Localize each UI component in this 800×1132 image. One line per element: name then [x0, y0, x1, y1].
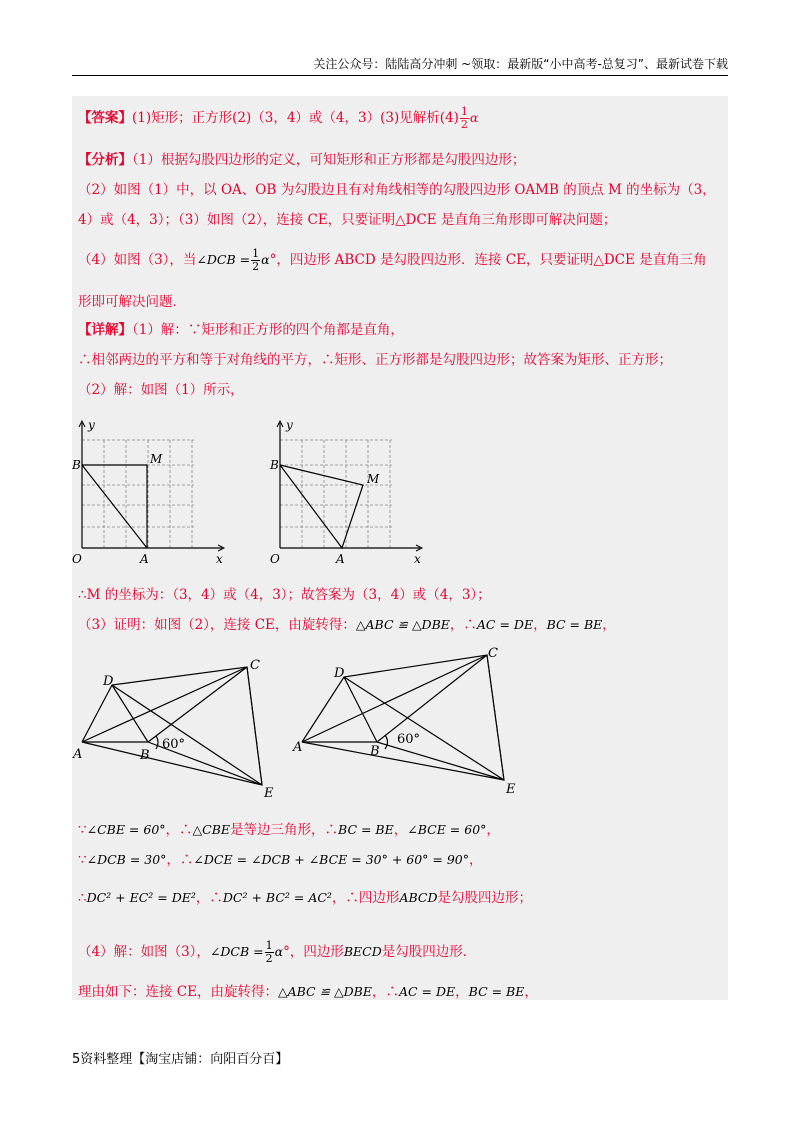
x-axis-label: x	[216, 552, 223, 566]
answer-line: 【答案】(1)矩形；正方形(2)（3，4）或（4，3）(3)见解析(4) $\frac{1}{2}$ α	[78, 105, 479, 131]
point-m-label: M	[150, 452, 163, 466]
analysis-line-1: 【分析】（1）根据勾股四边形的定义，可知矩形和正方形都是勾股四边形；	[78, 152, 526, 168]
origin-label: O	[270, 552, 280, 566]
step-3-line: ∴DC² + EC² = DE²，∴DC² + BC² = AC²，∴四边形ABCD是勾股四边形；	[78, 890, 532, 906]
point-a-label: A	[73, 747, 83, 762]
y-axis-label: y	[286, 418, 293, 432]
analysis-line-4: （4）如图（3），当∠DCB = $\frac{1}{2}$ α°，四边形 ABCD 是勾股四边形．连接 CE，只要证明△DCE 是直角三角	[78, 247, 707, 273]
x-axis-label: x	[414, 552, 421, 566]
figure-2-triangles	[72, 645, 532, 805]
point-m-label: M	[367, 472, 380, 486]
y-axis-label: y	[88, 418, 95, 432]
detail-line-2: ∴相邻两边的平方和等于对角线的平方，∴矩形、正方形都是勾股四边形；故答案为矩形、正方形；	[78, 352, 672, 368]
proof-3-intro: （3）证明：如图（2），连接 CE，由旋转得：△ABC ≌ △DBE，∴AC = DE，BC = BE，	[78, 617, 616, 633]
step-2-line: ∵∠DCB = 30°，∴∠DCE = ∠DCB + ∠BCE = 30° + 60° = 90°，	[78, 852, 483, 868]
step-1-line: ∵∠CBE = 60°，∴△CBE是等边三角形，∴BC = BE，∠BCE = 60°，	[78, 822, 500, 838]
point-a-label: A	[140, 552, 149, 566]
point-b-label: B	[370, 744, 380, 759]
analysis-line-2: （2）如图（1）中，以 OA、OB 为勾股边且有对角线相等的勾股四边形 OAMB 的顶点 M 的坐标为（3，	[78, 182, 716, 198]
part-4-line: （4）解：如图（3），∠DCB = $\frac{1}{2}$ α°，四边形BECD是勾股四边形．	[78, 939, 477, 965]
point-a-label: A	[293, 740, 303, 755]
angle-label: 60°	[162, 737, 186, 752]
point-d-label: D	[334, 666, 345, 681]
m-coordinate-line: ∴M 的坐标为：（3，4）或（4，3）；故答案为（3，4）或（4，3）；	[78, 587, 491, 603]
angle-label: 60°	[397, 732, 421, 747]
figure-1-grids	[72, 415, 432, 575]
analysis-line-3: 4）或（4，3）；（3）如图（2），连接 CE，只要证明△DCE 是直角三角形即可解决问题；	[78, 212, 617, 228]
point-c-label: C	[488, 646, 498, 661]
analysis-line-5: 形即可解决问题．	[78, 294, 186, 310]
triangle-figure-b	[292, 646, 516, 797]
point-e-label: E	[264, 786, 274, 801]
grid-figure-b	[269, 418, 422, 566]
point-d-label: D	[103, 674, 114, 689]
detail-line-3: （2）解：如图（1）所示，	[78, 382, 244, 398]
point-b-label: B	[72, 458, 81, 472]
page-footer: 5资料整理【淘宝店铺：向阳百分百】	[72, 1052, 289, 1067]
origin-label: O	[72, 552, 82, 566]
detail-line-1: 【详解】（1）解：∵矩形和正方形的四个角都是直角，	[78, 322, 404, 338]
triangle-figure-a	[72, 658, 274, 801]
page-number: 5	[72, 1052, 81, 1067]
grid-figure-a	[72, 418, 224, 566]
point-e-label: E	[506, 782, 516, 797]
point-b-label: B	[140, 748, 150, 763]
point-c-label: C	[250, 658, 260, 673]
point-b-label: B	[270, 458, 279, 472]
page-header: 关注公众号：陆陆高分冲刺 ~领取：最新版“小中高考-总复习”、最新试卷下载	[72, 55, 728, 76]
point-a-label: A	[336, 552, 345, 566]
part-4-reason-line: 理由如下：连接 CE，由旋转得：△ABC ≌ △DBE，∴AC = DE，BC = BE，	[78, 984, 538, 1000]
